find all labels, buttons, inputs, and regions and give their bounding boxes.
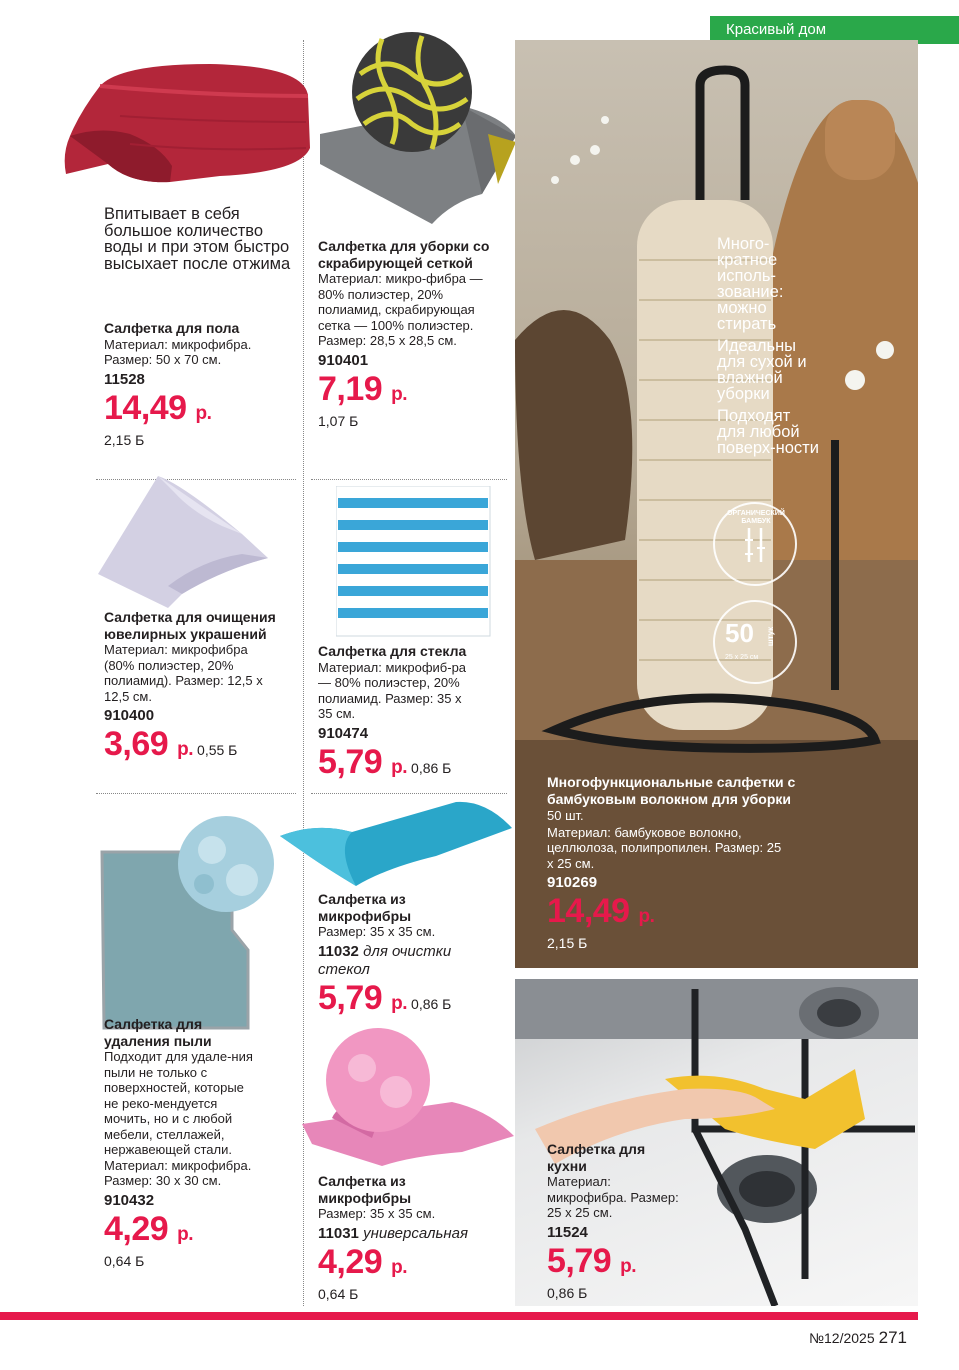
price-value: 14,49	[104, 388, 187, 427]
price-currency: р.	[638, 906, 655, 927]
product-points: 0,86 Б	[547, 1284, 588, 1301]
product-name	[547, 774, 797, 825]
pink-microfiber-image	[292, 1026, 520, 1168]
count-badge	[713, 600, 797, 684]
product-name: Салфетка для очищения ювелирных украшений	[104, 609, 276, 642]
kitchen-photo	[515, 979, 918, 1306]
product-dust	[104, 1016, 300, 1269]
price-currency: р.	[391, 756, 408, 778]
product-bamboo	[547, 774, 797, 952]
product-code: 910400	[104, 707, 155, 724]
product-desc: Материал: микрофиб-ра — 80% полиэстер, 20% полиамид. Размер: 35 х 35 см.	[318, 659, 467, 721]
dust-cloth-image	[92, 810, 292, 1032]
red-towel-image	[60, 56, 322, 192]
product-name: Салфетка для кухни	[547, 1141, 646, 1174]
product-points: 1,07 Б	[318, 412, 359, 429]
page-value: 271	[878, 1328, 907, 1347]
code-value: 11032	[318, 942, 359, 960]
product-micro-blue	[318, 891, 508, 1023]
tagline: Впитывает в себя большое количество воды и при этом быстро высыхает после отжима	[104, 205, 291, 273]
jewelry-cloth-image	[92, 474, 272, 612]
product-price	[318, 743, 504, 787]
product-code: 910401	[318, 351, 369, 369]
product-desc: Материал: микрофибра. Размер: 25 х 25 см.	[547, 1174, 679, 1220]
code-note: для очистки стекол	[318, 942, 452, 978]
footer-bar	[0, 1312, 918, 1320]
price-currency: р.	[391, 383, 408, 405]
product-code: 910269	[547, 874, 598, 891]
product-price	[104, 389, 294, 433]
scrub-cloth-image	[312, 24, 522, 230]
product-name: Салфетка для стекла	[318, 643, 467, 659]
product-points: 0,86 Б	[411, 759, 452, 776]
product-desc: Размер: 35 х 35 см.	[318, 924, 436, 939]
product-kitchen	[547, 1141, 707, 1301]
price-value: 4,29	[104, 1209, 169, 1248]
product-jewelry	[104, 609, 300, 769]
product-price	[318, 370, 504, 414]
feature-any-surface: Подходят для любой поверх-ности	[717, 407, 819, 457]
price-value: 5,79	[547, 1241, 612, 1280]
row-divider	[311, 479, 507, 480]
price-value: 5,79	[318, 978, 383, 1017]
bamboo-photo	[515, 40, 918, 968]
price-value: 7,19	[318, 369, 383, 408]
product-name: Салфетка из микрофибры	[318, 1173, 412, 1206]
price-currency: р.	[391, 992, 408, 1014]
product-glass	[318, 643, 504, 787]
price-currency: р.	[177, 1223, 194, 1245]
glass-cloth-image	[336, 486, 492, 638]
blue-microfiber-image	[276, 792, 516, 892]
features	[717, 236, 821, 456]
product-price	[104, 725, 300, 769]
product-name: Салфетка для пола	[104, 320, 240, 336]
organic-bamboo-label: ОРГАНИЧЕСКИЙ БАМБУК	[727, 510, 785, 525]
price-value: 5,79	[318, 742, 383, 781]
product-points: 2,15 Б	[104, 431, 145, 448]
product-desc: Материал: микрофибра (80% полиэстер, 20% полиамид). Размер: 12,5 х 12,5 см.	[104, 642, 263, 704]
product-name: Салфетка из микрофибры	[318, 891, 412, 924]
product-points: 2,15 Б	[547, 935, 588, 951]
count-size: 25 х 25 см	[725, 654, 759, 661]
product-scrub	[318, 238, 504, 429]
price-value: 14,49	[547, 892, 630, 930]
count-value: 50	[725, 618, 754, 648]
product-qty: 50 шт.	[547, 808, 584, 823]
product-name: Салфетка для удаления пыли	[104, 1016, 212, 1049]
product-code: 11528	[104, 370, 145, 388]
product-points: 0,86 Б	[411, 995, 452, 1012]
product-desc: Подходит для удале-ния пыли не только с поверхностей, которые не реко-мендуется мочить, но и с любой мебели, стеллажей, нержавеющей стали. Материал: микрофибра. Размер: 30 х 30 см.	[104, 1049, 253, 1188]
product-name: Салфетка для уборки со скрабирующей сеткой	[318, 238, 490, 271]
count-unit: штук	[766, 626, 776, 647]
product-micro-pink	[318, 1173, 508, 1302]
product-points: 0,64 Б	[318, 1285, 359, 1302]
product-floor	[104, 320, 294, 448]
product-code	[318, 943, 488, 979]
product-price	[318, 1243, 508, 1287]
product-price	[318, 979, 508, 1023]
organic-bamboo-badge	[713, 502, 797, 586]
product-code: 910474	[318, 724, 369, 742]
price-currency: р.	[391, 1256, 408, 1278]
price-value: 3,69	[104, 725, 169, 763]
page-number	[809, 1328, 907, 1348]
price-currency: р.	[177, 739, 194, 760]
price-currency: р.	[195, 402, 212, 424]
product-price	[104, 1210, 300, 1254]
product-price	[547, 892, 797, 936]
section-label: Красивый дом	[726, 21, 827, 38]
product-name-text: Многофункциональные салфетки с бамбуковым волокном для уборки	[547, 774, 796, 807]
code-value: 11031	[318, 1224, 359, 1242]
product-price	[547, 1242, 707, 1286]
product-desc: Материал: микрофибра. Размер: 50 х 70 см.	[104, 336, 252, 367]
row-divider	[96, 793, 296, 794]
product-desc: Материал: бамбуковое волокно, целлюлоза, полипропилен. Размер: 25 х 25 см.	[547, 824, 782, 871]
product-code: 910432	[104, 1191, 155, 1209]
feature-reusable: Много-кратное исполь-зование: можно стирать	[717, 235, 784, 333]
code-note: универсальная	[363, 1224, 468, 1242]
product-desc: Размер: 35 х 35 см.	[318, 1206, 436, 1221]
product-code: 11524	[547, 1223, 588, 1241]
price-value: 4,29	[318, 1242, 383, 1281]
price-currency: р.	[620, 1255, 637, 1277]
issue-number: №12/2025	[809, 1330, 875, 1346]
feature-dry-wet: Идеальны для сухой и влажной уборки	[717, 337, 807, 403]
product-desc: Материал: микро-фибра — 80% полиэстер, 20% полиамид, скрабирующая сетка — 100% полиэстер. Размер: 28,5 х 28,5 см.	[318, 271, 483, 348]
product-code	[318, 1225, 508, 1243]
product-points: 0,64 Б	[104, 1252, 145, 1269]
product-points: 0,55 Б	[197, 742, 238, 758]
